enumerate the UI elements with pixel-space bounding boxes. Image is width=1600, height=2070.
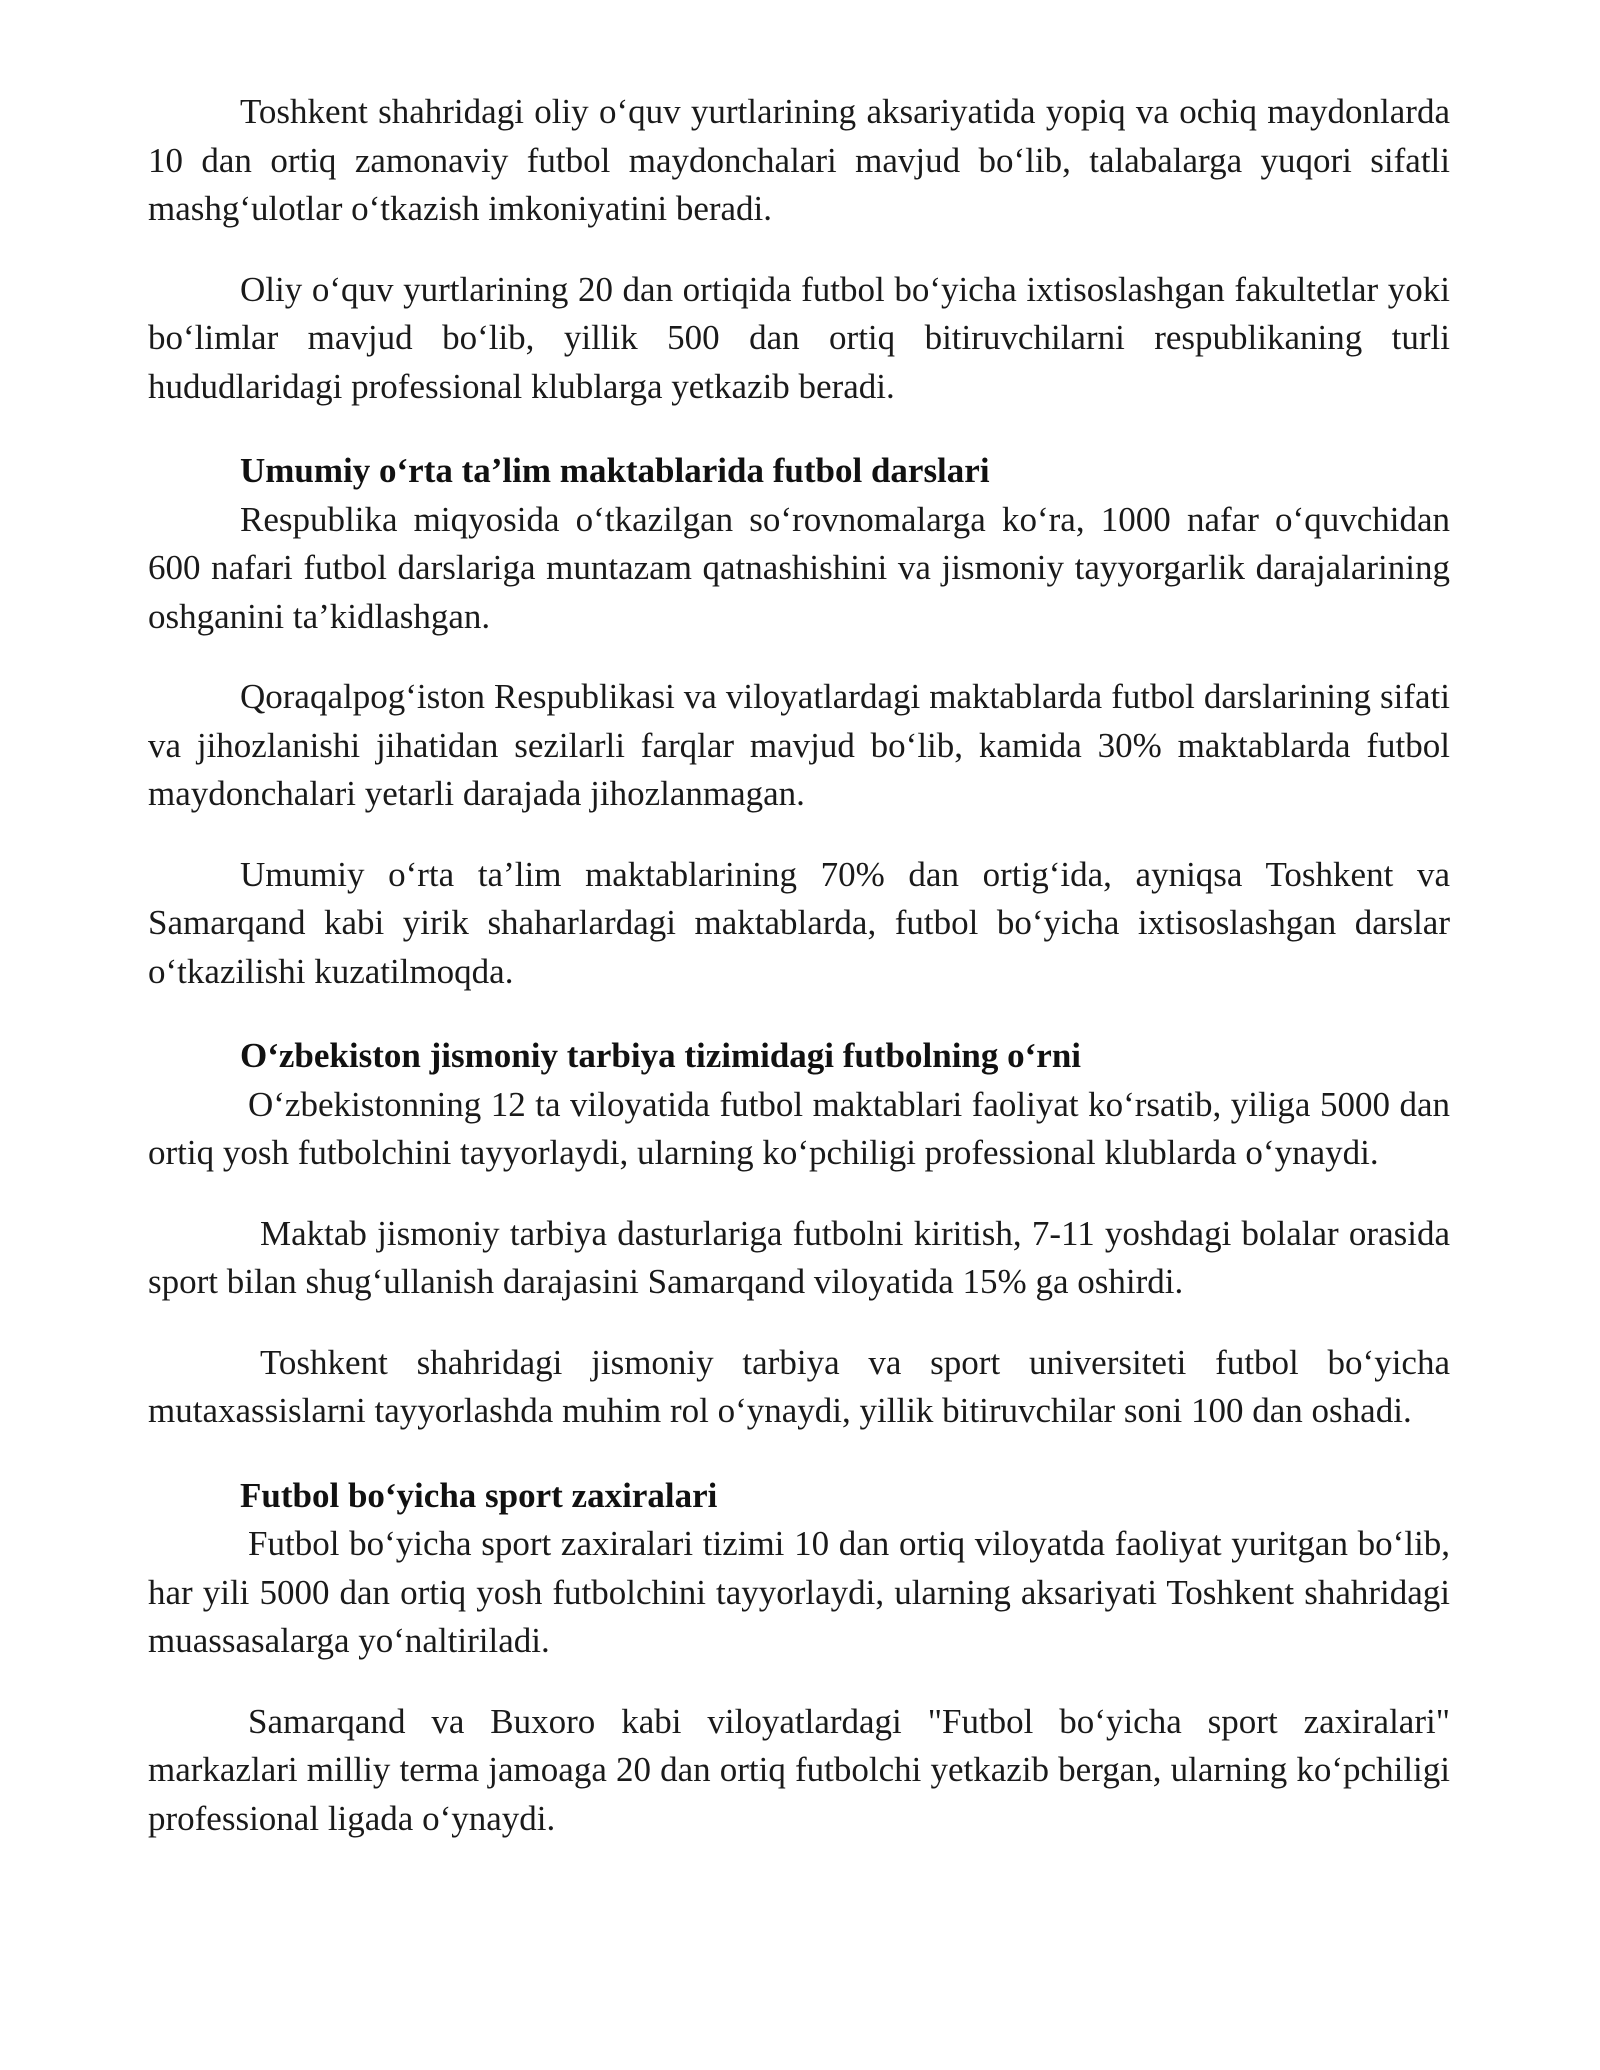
paragraph: Toshkent shahridagi jismoniy tarbiya va sport universiteti futbol bo‘yicha mutaxassislarni tayyorlashda muhim rol o‘ynaydi, yillik bitiruvchilar soni 100 dan oshadi. xyxy=(148,1342,1450,1430)
paragraph: Maktab jismoniy tarbiya dasturlariga futbolni kiritish, 7-11 yoshdagi bolalar orasida sport bilan shug‘ullanish darajasini Samarqand viloyatida 15% ga oshirdi. xyxy=(148,1213,1450,1301)
paragraph: O‘zbekistonning 12 ta viloyatida futbol maktablari faoliyat ko‘rsatib, yiliga 5000 dan ortiq yosh futbolchini tayyorlaydi, ularning ko‘pchiligi professional klublarda o‘ynaydi. xyxy=(148,1084,1450,1172)
section-heading: Umumiy o‘rta ta’lim maktablarida futbol darslari xyxy=(240,451,990,490)
paragraph: Samarqand va Buxoro kabi viloyatlardagi "Futbol bo‘yicha sport zaxiralari" markazlari milliy terma jamoaga 20 dan ortiq futbolchi yetkazib bergan, ularning ko‘pchiligi professional ligada o‘ynaydi. xyxy=(148,1701,1450,1838)
paragraph: Umumiy o‘rta ta’lim maktablarining 70% dan ortig‘ida, ayniqsa Toshkent va Samarqand kabi yirik shaharlardagi maktablarda, futbol bo‘yicha ixtisoslashgan darslar o‘tkazilishi kuzatilmoqda. xyxy=(148,854,1450,991)
document-page xyxy=(148,88,1450,1843)
paragraph: Respublika miqyosida o‘tkazilgan so‘rovnomalarga ko‘ra, 1000 nafar o‘quvchidan 600 nafari futbol darslariga muntazam qatnashishini va jismoniy tayyorgarlik darajalarining oshganini ta’kidlashgan. xyxy=(148,499,1450,636)
paragraph: Oliy o‘quv yurtlarining 20 dan ortiqida futbol bo‘yicha ixtisoslashgan fakultetlar yoki bo‘limlar mavjud bo‘lib, yillik 500 dan ortiq bitiruvchilarni respublikaning turli hududlaridagi professional klublarga yetkazib beradi. xyxy=(148,269,1450,406)
paragraph: Toshkent shahridagi oliy o‘quv yurtlarining aksariyatida yopiq va ochiq maydonlarda 10 dan ortiq zamonaviy futbol maydonchalari mavjud bo‘lib, talabalarga yuqori sifatli mashg‘ulotlar o‘tkazish imkoniyatini beradi. xyxy=(148,92,1450,228)
paragraph: Futbol bo‘yicha sport zaxiralari tizimi 10 dan ortiq viloyatda faoliyat yuritgan bo‘lib, har yili 5000 dan ortiq yosh futbolchini tayyorlaydi, ularning aksariyati Toshkent shahridagi muassasalarga yo‘naltiriladi. xyxy=(148,1524,1450,1660)
section-heading: O‘zbekiston jismoniy tarbiya tizimidagi futbolning o‘rni xyxy=(240,1036,1082,1075)
paragraph: Qoraqalpog‘iston Respublikasi va viloyatlardagi maktablarda futbol darslarining sifati va jihozlanishi jihatidan sezilarli farqlar mavjud bo‘lib, kamida 30% maktablarda futbol maydonchalari yetarli darajada jihozlanmagan. xyxy=(148,677,1450,813)
section-heading: Futbol bo‘yicha sport zaxiralari xyxy=(240,1475,718,1515)
